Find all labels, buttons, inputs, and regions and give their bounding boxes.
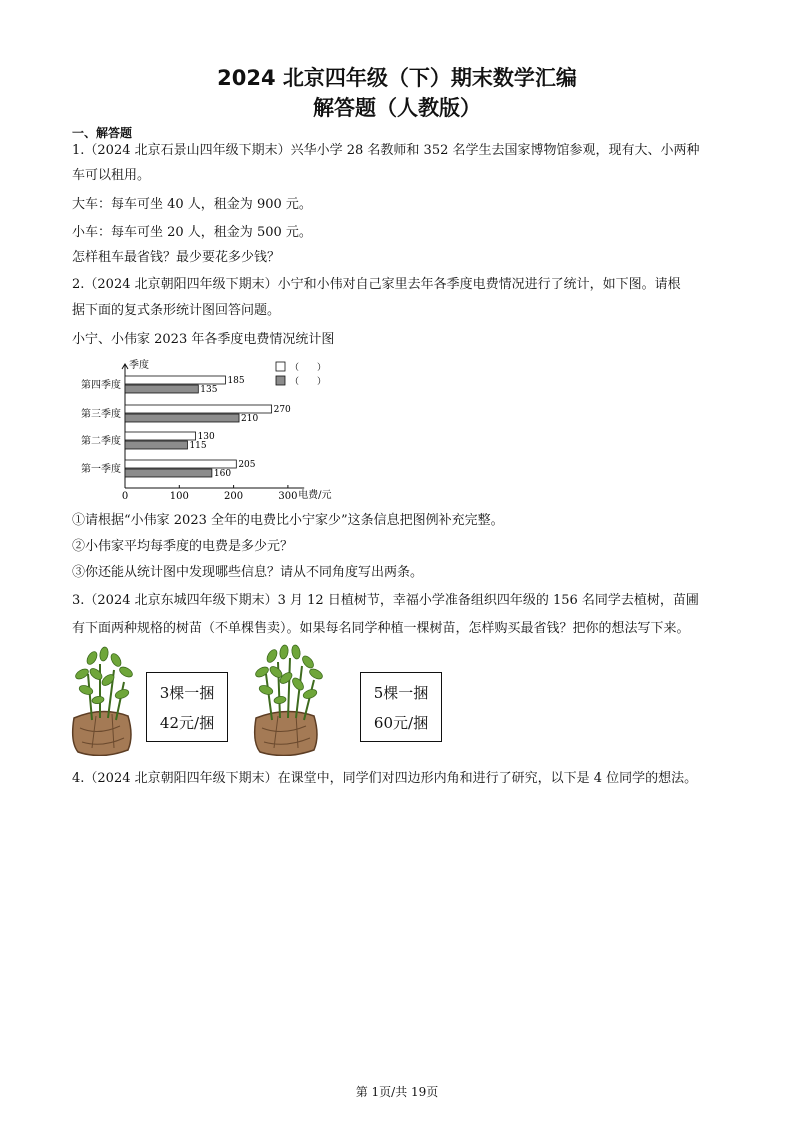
legend-label: （ ） — [290, 363, 327, 373]
bar-white — [125, 432, 196, 440]
bar-gray — [125, 385, 198, 393]
q2-sub3: ③你还能从统计图中发现哪些信息？请从不同角度写出两条。 — [72, 565, 424, 580]
x-tick-label: 300 — [278, 491, 298, 502]
q2-text-line2: 据下面的复式条形统计图回答问题。 — [72, 303, 281, 318]
bar-value-label: 160 — [213, 469, 232, 479]
bar-value-label: 205 — [238, 460, 256, 470]
q1-text-line2: 车可以租用。 — [72, 168, 151, 183]
x-tick-label: 0 — [121, 491, 129, 502]
chart-title: 小宁、小伟家 2023 年各季度电费情况统计图 — [72, 332, 335, 347]
q4-text-line1: 4.（2024 北京朝阳四年级下期末）在课堂中，同学们对四边形内角和进行了研究，以下是 4 位同学的想法。 — [72, 771, 698, 786]
y-category-label: 第二季度 — [81, 436, 121, 447]
offer-bundle-size: 3棵一捆 — [159, 684, 215, 702]
bar-white — [125, 376, 225, 384]
offer-price: 60元/捆 — [373, 714, 429, 732]
bar-chart — [66, 354, 376, 504]
x-axis-label: 电费/元 — [298, 490, 332, 501]
y-axis-label: 季度 — [129, 360, 149, 371]
page-subtitle: 解答题（人教版） — [313, 96, 481, 120]
bar-value-label: 115 — [189, 441, 207, 451]
y-category-label: 第四季度 — [81, 380, 121, 391]
offer-card-5-per-bundle — [360, 672, 442, 742]
q2-sub2: ②小伟家平均每季度的电费是多少元？ — [72, 539, 294, 554]
bar-gray — [125, 414, 239, 422]
bar-white — [125, 460, 236, 468]
bar-gray — [125, 441, 187, 449]
offer-bundle-size: 5棵一捆 — [373, 684, 429, 702]
q3-text-line2: 有下面两种规格的树苗（不单棵售卖）。如果每名同学种植一棵树苗，怎样购买最省钱？把你的想法写下来。 — [72, 621, 690, 636]
bar-gray — [125, 469, 212, 477]
bar-white — [125, 405, 272, 413]
seedling-bundle-image — [68, 644, 138, 756]
q1-small-car: 小车：每车可坐 20 人，租金为 500 元。 — [72, 225, 312, 240]
bar-value-label: 210 — [241, 414, 259, 424]
q3-text-line1: 3.（2024 北京东城四年级下期末）3 月 12 日植树节，幸福小学准备组织四年级的 156 名同学去植树，苗圃 — [72, 593, 699, 608]
bar-value-label: 130 — [197, 432, 215, 442]
x-tick-label: 100 — [169, 491, 189, 502]
q1-question: 怎样租车最省钱？最少要花多少钱？ — [72, 250, 281, 265]
page-number: 第 1页/共 19页 — [355, 1085, 439, 1099]
page-title: 2024 北京四年级（下）期末数学汇编 — [217, 66, 577, 90]
q2-sub1: ①请根据“小伟家 2023 全年的电费比小宁家少”这条信息把图例补充完整。 — [72, 513, 504, 528]
offer-price: 42元/捆 — [159, 714, 215, 732]
legend-swatch — [276, 376, 285, 385]
q1-text-line1: 1.（2024 北京石景山四年级下期末）兴华小学 28 名教师和 352 名学生去国家博物馆参观，现有大、小两种 — [72, 143, 700, 158]
offer-card-3-per-bundle — [146, 672, 228, 742]
x-tick-label: 200 — [224, 491, 244, 502]
y-category-label: 第三季度 — [81, 409, 121, 420]
legend-label: （ ） — [290, 377, 327, 387]
q2-text-line1: 2.（2024 北京朝阳四年级下期末）小宁和小伟对自己家里去年各季度电费情况进行了统计，如下图。请根 — [72, 277, 681, 292]
y-category-label: 第一季度 — [81, 464, 121, 475]
legend-swatch — [276, 362, 285, 371]
seedling-bundle-image — [250, 644, 326, 756]
bar-value-label: 270 — [273, 405, 291, 415]
section-heading: 一、解答题 — [72, 126, 133, 140]
q1-big-car: 大车：每车可坐 40 人，租金为 900 元。 — [72, 197, 312, 212]
bar-value-label: 135 — [200, 385, 218, 395]
bar-value-label: 185 — [227, 376, 245, 386]
